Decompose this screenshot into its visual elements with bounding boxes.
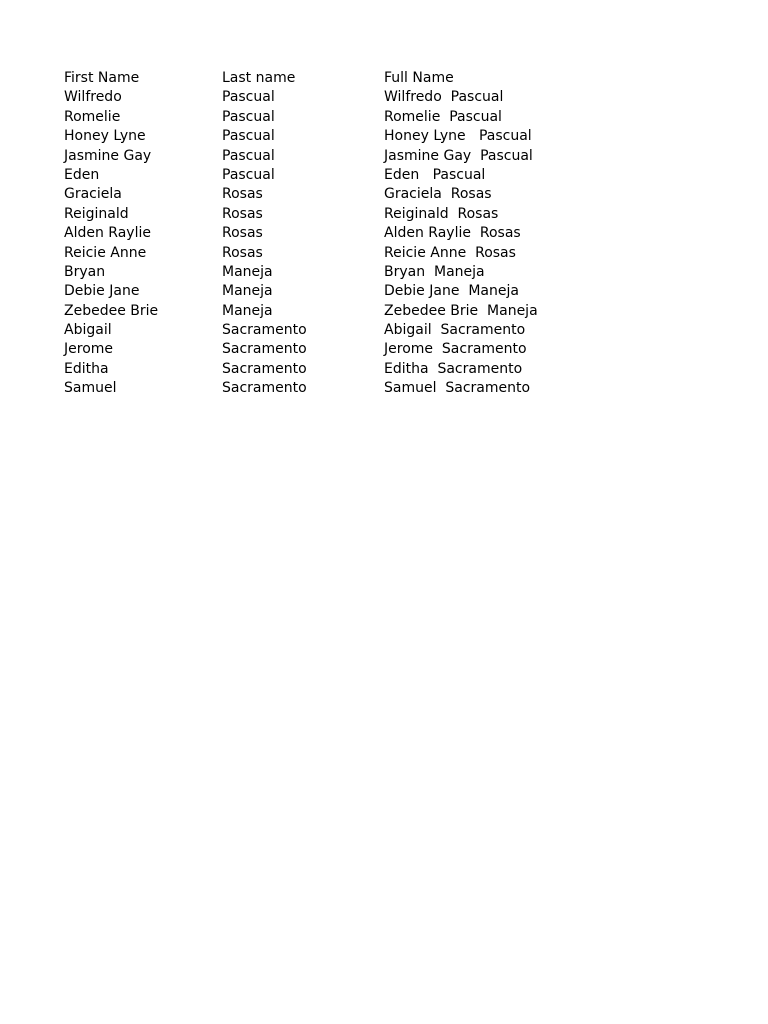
- full-name-cell: Eden Pascual: [384, 166, 486, 183]
- full-name-cell: Debie Jane Maneja: [384, 283, 519, 300]
- full-name-cell: Bryan Maneja: [384, 263, 485, 280]
- full-name-cell: Alden Raylie Rosas: [384, 225, 521, 242]
- full-name-cell: Honey Lyne Pascual: [384, 128, 532, 145]
- last-name-cell: Sacramento: [222, 322, 307, 339]
- table-row: [64, 127, 584, 146]
- table-row: [64, 88, 584, 107]
- table-row: [64, 185, 584, 204]
- first-name-cell: Debie Jane: [64, 283, 140, 300]
- first-name-cell: Jasmine Gay: [64, 147, 152, 164]
- last-name-cell: Pascual: [222, 89, 275, 106]
- first-name-cell: Bryan: [64, 263, 106, 280]
- last-name-cell: Rosas: [222, 244, 263, 261]
- full-name-cell: Graciela Rosas: [384, 186, 492, 203]
- full-name-cell: Editha Sacramento: [384, 360, 523, 377]
- table-row: [64, 108, 584, 127]
- last-name-cell: Rosas: [222, 225, 263, 242]
- first-name-cell: Romelie: [64, 108, 121, 125]
- first-name-cell: Samuel: [64, 380, 117, 397]
- first-name-cell: Honey Lyne: [64, 128, 146, 145]
- first-name-cell: Eden: [64, 166, 100, 183]
- last-name-cell: Pascual: [222, 166, 275, 183]
- first-name-cell: Reicie Anne: [64, 244, 147, 261]
- full-name-cell: Wilfredo Pascual: [384, 89, 504, 106]
- last-name-cell: Sacramento: [222, 380, 307, 397]
- last-name-cell: Maneja: [222, 283, 273, 300]
- first-name-cell: Graciela: [64, 186, 122, 203]
- table-row: [64, 340, 584, 359]
- full-name-cell: Abigail Sacramento: [384, 322, 526, 339]
- full-name-cell: Romelie Pascual: [384, 108, 502, 125]
- table-row: [64, 244, 584, 263]
- table-row: [64, 263, 584, 282]
- last-name-cell: Maneja: [222, 263, 273, 280]
- first-name-cell: Reiginald: [64, 205, 129, 222]
- first-name-cell: Zebedee Brie: [64, 302, 159, 319]
- first-name-cell: Jerome: [64, 341, 114, 358]
- full-name-cell: Jasmine Gay Pascual: [384, 147, 533, 164]
- header-first-name: First Name: [64, 70, 140, 86]
- last-name-cell: Sacramento: [222, 341, 307, 358]
- last-name-cell: Rosas: [222, 186, 263, 203]
- full-name-cell: Jerome Sacramento: [384, 341, 527, 358]
- full-name-cell: Reicie Anne Rosas: [384, 244, 516, 261]
- first-name-cell: Editha: [64, 360, 109, 377]
- first-name-cell: Alden Raylie: [64, 225, 151, 242]
- last-name-cell: Maneja: [222, 302, 273, 319]
- first-name-cell: Wilfredo: [64, 89, 122, 106]
- header-last-name: Last name: [222, 70, 296, 86]
- table-row: [64, 360, 584, 379]
- full-name-cell: Samuel Sacramento: [384, 380, 531, 397]
- last-name-cell: Pascual: [222, 128, 275, 145]
- table-row: [64, 147, 584, 166]
- table-row: [64, 224, 584, 243]
- first-name-cell: Abigail: [64, 322, 112, 339]
- table-row: [64, 282, 584, 301]
- table-row: [64, 379, 584, 398]
- names-table: [64, 69, 584, 399]
- last-name-cell: Rosas: [222, 205, 263, 222]
- header-row: [64, 69, 584, 88]
- header-full-name: Full Name: [384, 70, 454, 86]
- last-name-cell: Pascual: [222, 147, 275, 164]
- table-row: [64, 166, 584, 185]
- table-row: [64, 321, 584, 340]
- table-row: [64, 302, 584, 321]
- last-name-cell: Sacramento: [222, 360, 307, 377]
- table-row: [64, 205, 584, 224]
- last-name-cell: Pascual: [222, 108, 275, 125]
- full-name-cell: Reiginald Rosas: [384, 205, 499, 222]
- full-name-cell: Zebedee Brie Maneja: [384, 302, 538, 319]
